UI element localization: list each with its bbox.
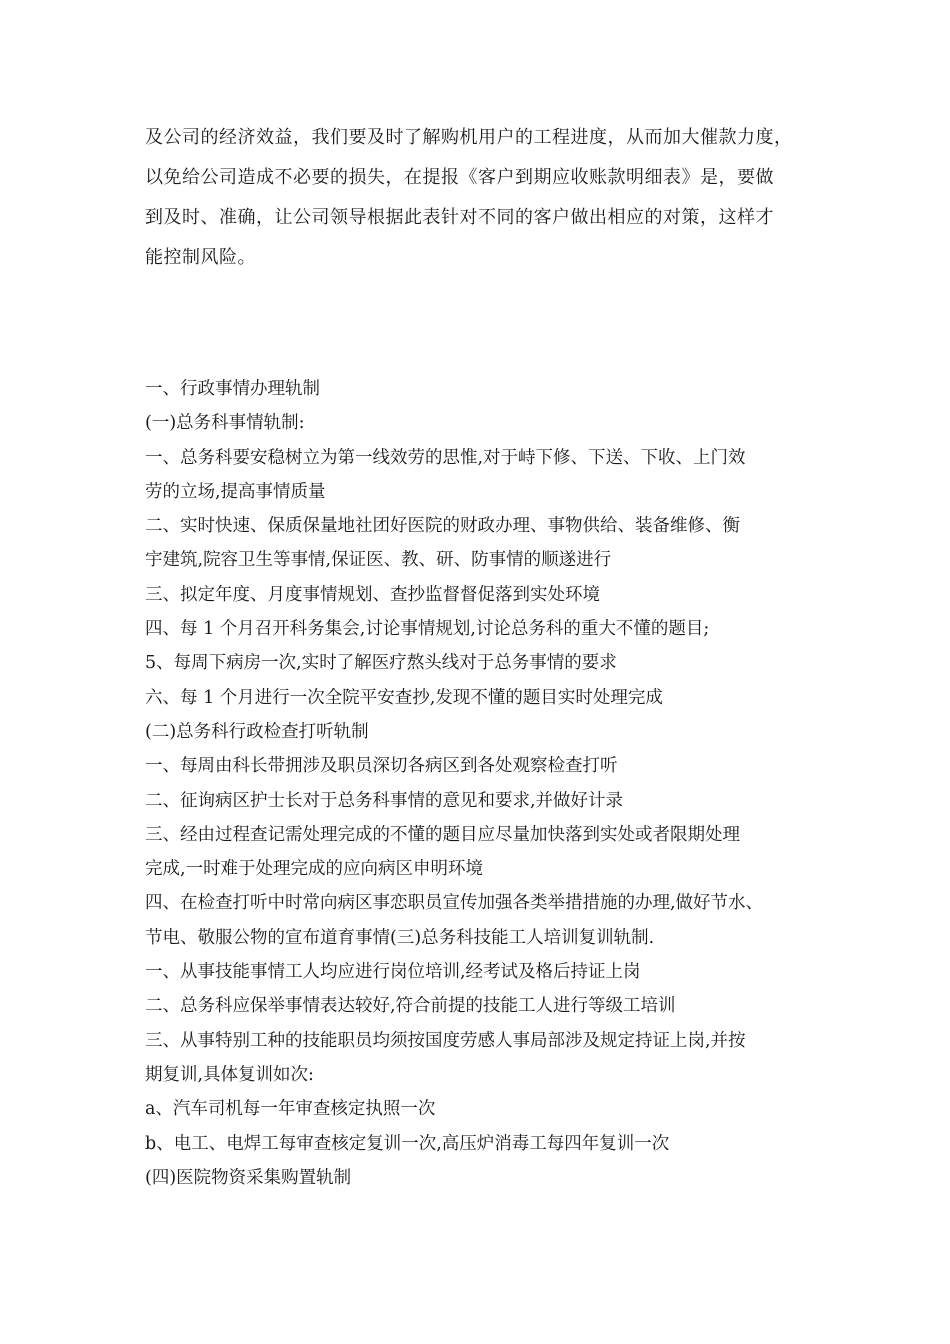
body-line: 六、每 1 个月进行一次全院平安查抄,发现不懂的题目实时处理完成 — [145, 687, 663, 708]
body-line: 三、拟定年度、月度事情规划、查抄监督督促落到实处环境 — [145, 584, 600, 605]
intro-paragraph — [145, 118, 835, 278]
body-line: 劳的立场,提高事情质量 — [145, 481, 326, 502]
body-line: 一、每周由科长带拥涉及职员深切各病区到各处观察检查打听 — [145, 756, 618, 777]
intro-line: 以免给公司造成不必要的损失，在提报《客户到期应收账款明细表》是，要做 — [145, 167, 774, 188]
body-line: 节电、敬服公物的宣布道育事情(三)总务科技能工人培训复训轨制. — [145, 927, 655, 948]
subsection-heading: (二)总务科行政检查打听轨制 — [145, 721, 369, 742]
section-heading: 一、行政事情办理轨制 — [145, 379, 320, 399]
body-line: 5、每周下病房一次,实时了解医疗熬头线对于总务事情的要求 — [145, 653, 617, 674]
intro-line: 能控制风险。 — [145, 247, 256, 268]
body-line: 二、征询病区护士长对于总务科事情的意见和要求,并做好计录 — [145, 790, 624, 811]
body-line: 四、每 1 个月召开科务集会,讨论事情规划,讨论总务科的重大不懂的题目; — [145, 619, 710, 640]
subsection-heading: (四)医院物资采集购置轨制 — [145, 1167, 352, 1188]
body-line: b、电工、电焊工每审查核定复训一次,高压炉消毒工每四年复训一次 — [145, 1133, 670, 1154]
subsection-heading: (一)总务科事情轨制: — [145, 413, 305, 434]
regulations-section — [145, 372, 845, 1195]
body-line: 三、从事特别工种的技能职员均须按国度劳感人事局部涉及规定持证上岗,并按 — [145, 1030, 746, 1051]
body-line: 一、从事技能事情工人均应进行岗位培训,经考试及格后持证上岗 — [145, 962, 641, 983]
intro-line: 及公司的经济效益，我们要及时了解购机用户的工程进度，从而加大催款力度， — [145, 127, 793, 148]
body-line: 一、总务科要安稳树立为第一线效劳的思惟,对于峙下修、下送、下收、上门效 — [145, 447, 746, 468]
body-line: 三、经由过程查记需处理完成的不懂的题目应尽量加快落到实处或者限期处理 — [145, 824, 740, 845]
body-line: 二、总务科应保举事情表达较好,符合前提的技能工人进行等级工培训 — [145, 996, 676, 1017]
body-line: a、汽车司机每一年审查核定执照一次 — [145, 1099, 436, 1120]
body-line: 期复训,具体复训如次: — [145, 1064, 314, 1085]
intro-line: 到及时、准确，让公司领导根据此表针对不同的客户做出相应的对策，这样才 — [145, 207, 774, 228]
body-line: 二、实时快速、保质保量地社团好医院的财政办理、事物供给、装备维修、衡 — [145, 516, 740, 537]
body-line: 四、在检查打听中时常向病区事恋职员宣传加强各类举措措施的办理,做好节水、 — [145, 893, 764, 914]
body-line: 宇建筑,院容卫生等事情,保证医、教、研、防事情的顺遂进行 — [145, 550, 612, 571]
body-line: 完成,一时难于处理完成的应向病区申明环境 — [145, 859, 484, 880]
